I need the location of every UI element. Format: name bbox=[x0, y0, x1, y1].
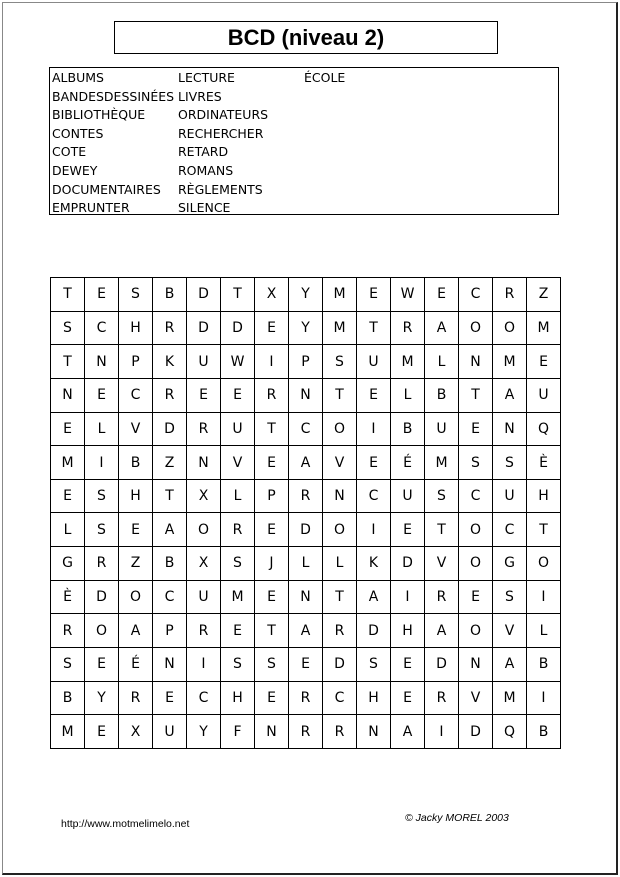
grid-cell[interactable]: L bbox=[85, 413, 119, 447]
grid-cell[interactable]: U bbox=[187, 581, 221, 615]
grid-cell[interactable]: E bbox=[153, 682, 187, 716]
grid-cell[interactable]: E bbox=[391, 682, 425, 716]
grid-cell[interactable]: D bbox=[153, 413, 187, 447]
grid-cell[interactable]: D bbox=[357, 614, 391, 648]
grid-cell[interactable]: D bbox=[391, 547, 425, 581]
grid-cell[interactable]: N bbox=[323, 480, 357, 514]
grid-cell[interactable]: C bbox=[357, 480, 391, 514]
grid-cell[interactable]: L bbox=[221, 480, 255, 514]
grid-cell[interactable]: A bbox=[425, 614, 459, 648]
grid-cell[interactable]: E bbox=[289, 648, 323, 682]
word-list-item: RETARD bbox=[178, 144, 229, 160]
grid-cell[interactable]: R bbox=[85, 547, 119, 581]
grid-cell[interactable]: X bbox=[119, 715, 153, 749]
grid-cell[interactable]: V bbox=[323, 446, 357, 480]
grid-cell[interactable]: O bbox=[119, 581, 153, 615]
grid-cell[interactable]: E bbox=[187, 379, 221, 413]
grid-cell[interactable]: P bbox=[255, 480, 289, 514]
grid-cell[interactable]: M bbox=[51, 715, 85, 749]
grid-cell[interactable]: Q bbox=[527, 413, 561, 447]
grid-cell[interactable]: M bbox=[391, 345, 425, 379]
grid-cell[interactable]: I bbox=[187, 648, 221, 682]
grid-cell[interactable]: M bbox=[493, 345, 527, 379]
word-list-column-1 bbox=[52, 69, 174, 218]
grid-cell[interactable]: B bbox=[153, 547, 187, 581]
grid-cell[interactable]: X bbox=[187, 547, 221, 581]
grid-cell[interactable]: R bbox=[289, 715, 323, 749]
grid-cell[interactable]: L bbox=[527, 614, 561, 648]
grid-cell[interactable]: P bbox=[289, 345, 323, 379]
grid-cell[interactable]: D bbox=[459, 715, 493, 749]
grid-cell[interactable]: E bbox=[255, 312, 289, 346]
grid-cell[interactable]: N bbox=[85, 345, 119, 379]
grid-cell[interactable]: B bbox=[391, 413, 425, 447]
grid-cell[interactable]: E bbox=[255, 682, 289, 716]
grid-cell[interactable]: E bbox=[357, 278, 391, 312]
grid-cell[interactable]: R bbox=[425, 581, 459, 615]
letter-grid bbox=[50, 277, 561, 749]
grid-cell[interactable]: A bbox=[493, 648, 527, 682]
grid-cell[interactable]: O bbox=[323, 513, 357, 547]
grid-cell[interactable]: R bbox=[391, 312, 425, 346]
grid-cell[interactable]: N bbox=[357, 715, 391, 749]
grid-cell[interactable]: S bbox=[425, 480, 459, 514]
grid-cell[interactable]: O bbox=[187, 513, 221, 547]
grid-cell[interactable]: C bbox=[153, 581, 187, 615]
grid-cell[interactable]: D bbox=[187, 278, 221, 312]
grid-cell[interactable]: E bbox=[221, 614, 255, 648]
word-list-item: ORDINATEURS bbox=[178, 107, 269, 123]
word-list-column-3 bbox=[304, 69, 345, 88]
grid-cell[interactable]: B bbox=[527, 715, 561, 749]
grid-cell[interactable]: R bbox=[51, 614, 85, 648]
grid-cell[interactable]: T bbox=[255, 614, 289, 648]
word-list-item: DOCUMENTAIRES bbox=[52, 181, 161, 197]
grid-cell[interactable]: O bbox=[493, 312, 527, 346]
grid-cell[interactable]: K bbox=[357, 547, 391, 581]
grid-cell[interactable]: L bbox=[323, 547, 357, 581]
grid-cell[interactable]: X bbox=[187, 480, 221, 514]
page-title-text: BCD (niveau 2) bbox=[227, 24, 385, 50]
grid-cell[interactable]: A bbox=[289, 446, 323, 480]
grid-cell[interactable]: G bbox=[493, 547, 527, 581]
grid-cell[interactable]: R bbox=[425, 682, 459, 716]
grid-cell[interactable]: M bbox=[221, 581, 255, 615]
grid-cell[interactable]: J bbox=[255, 547, 289, 581]
grid-cell[interactable]: C bbox=[493, 513, 527, 547]
grid-cell[interactable]: E bbox=[85, 648, 119, 682]
grid-cell[interactable]: T bbox=[51, 278, 85, 312]
grid-cell[interactable]: P bbox=[153, 614, 187, 648]
grid-cell[interactable]: E bbox=[527, 345, 561, 379]
grid-cell[interactable]: M bbox=[527, 312, 561, 346]
grid-cell[interactable]: S bbox=[493, 581, 527, 615]
grid-cell[interactable]: S bbox=[51, 648, 85, 682]
word-list-item: ROMANS bbox=[178, 162, 234, 178]
grid-cell[interactable]: Z bbox=[119, 547, 153, 581]
grid-cell[interactable]: A bbox=[119, 614, 153, 648]
grid-cell[interactable]: D bbox=[323, 648, 357, 682]
grid-cell[interactable]: U bbox=[527, 379, 561, 413]
word-list-item: RÈGLEMENTS bbox=[178, 181, 263, 197]
grid-cell[interactable]: D bbox=[289, 513, 323, 547]
grid-cell[interactable]: V bbox=[221, 446, 255, 480]
grid-cell[interactable]: T bbox=[323, 581, 357, 615]
word-list-item: ALBUMS bbox=[52, 70, 104, 85]
word-list-item: BIBLIOTHÈQUE bbox=[52, 107, 146, 123]
grid-cell[interactable]: M bbox=[323, 312, 357, 346]
grid-cell[interactable]: O bbox=[527, 547, 561, 581]
grid-cell[interactable]: T bbox=[255, 413, 289, 447]
grid-cell[interactable]: I bbox=[527, 581, 561, 615]
grid-cell[interactable]: S bbox=[85, 480, 119, 514]
grid-cell[interactable]: E bbox=[255, 513, 289, 547]
grid-cell[interactable]: H bbox=[119, 480, 153, 514]
grid-cell[interactable]: È bbox=[527, 446, 561, 480]
grid-cell[interactable]: B bbox=[119, 446, 153, 480]
word-list-item: BANDESDESSINÉES bbox=[52, 88, 175, 104]
grid-cell[interactable]: T bbox=[357, 312, 391, 346]
grid-cell[interactable]: M bbox=[51, 446, 85, 480]
grid-cell[interactable]: V bbox=[493, 614, 527, 648]
grid-cell[interactable]: E bbox=[85, 715, 119, 749]
grid-cell[interactable]: B bbox=[153, 278, 187, 312]
word-list bbox=[49, 67, 559, 215]
grid-cell[interactable]: E bbox=[85, 278, 119, 312]
grid-cell[interactable]: C bbox=[119, 379, 153, 413]
grid-cell[interactable]: W bbox=[391, 278, 425, 312]
grid-cell[interactable]: Y bbox=[289, 278, 323, 312]
grid-cell[interactable]: C bbox=[323, 682, 357, 716]
grid-cell[interactable]: O bbox=[85, 614, 119, 648]
grid-cell[interactable]: E bbox=[85, 379, 119, 413]
word-list-item: LECTURE bbox=[178, 70, 235, 85]
grid-cell[interactable]: D bbox=[221, 312, 255, 346]
grid-cell[interactable]: Y bbox=[187, 715, 221, 749]
grid-cell[interactable]: Z bbox=[527, 278, 561, 312]
grid-cell[interactable]: N bbox=[187, 446, 221, 480]
grid-cell[interactable]: R bbox=[289, 480, 323, 514]
grid-cell[interactable]: N bbox=[255, 715, 289, 749]
grid-cell[interactable]: M bbox=[323, 278, 357, 312]
grid-cell[interactable]: E bbox=[221, 379, 255, 413]
grid-cell[interactable]: U bbox=[221, 413, 255, 447]
grid-cell[interactable]: R bbox=[187, 614, 221, 648]
grid-cell[interactable]: Y bbox=[289, 312, 323, 346]
grid-cell[interactable]: E bbox=[391, 513, 425, 547]
grid-cell[interactable]: I bbox=[357, 413, 391, 447]
grid-cell[interactable]: V bbox=[119, 413, 153, 447]
grid-cell[interactable]: I bbox=[255, 345, 289, 379]
grid-cell[interactable]: I bbox=[357, 513, 391, 547]
grid-cell[interactable]: O bbox=[323, 413, 357, 447]
grid-cell[interactable]: B bbox=[51, 682, 85, 716]
grid-cell[interactable]: Y bbox=[85, 682, 119, 716]
grid-cell[interactable]: E bbox=[255, 446, 289, 480]
grid-cell[interactable]: F bbox=[221, 715, 255, 749]
grid-cell[interactable]: T bbox=[323, 379, 357, 413]
grid-cell[interactable]: N bbox=[289, 379, 323, 413]
grid-cell[interactable]: D bbox=[187, 312, 221, 346]
footer-copyright: © Jacky MOREL 2003 bbox=[405, 812, 509, 824]
grid-cell[interactable]: I bbox=[425, 715, 459, 749]
grid-cell[interactable]: N bbox=[289, 581, 323, 615]
grid-cell[interactable]: I bbox=[391, 581, 425, 615]
grid-cell[interactable]: S bbox=[459, 446, 493, 480]
grid-cell[interactable]: S bbox=[221, 648, 255, 682]
grid-cell[interactable]: L bbox=[51, 513, 85, 547]
grid-cell[interactable]: R bbox=[323, 614, 357, 648]
grid-cell[interactable]: G bbox=[51, 547, 85, 581]
grid-cell[interactable]: C bbox=[289, 413, 323, 447]
grid-cell[interactable]: O bbox=[459, 513, 493, 547]
word-list-item: RECHERCHER bbox=[178, 125, 264, 141]
grid-cell[interactable]: Q bbox=[493, 715, 527, 749]
word-list-item: DEWEY bbox=[52, 162, 98, 178]
grid-cell[interactable]: L bbox=[289, 547, 323, 581]
grid-cell[interactable]: I bbox=[527, 682, 561, 716]
grid-cell[interactable]: C bbox=[459, 278, 493, 312]
grid-cell[interactable]: A bbox=[493, 379, 527, 413]
grid-cell[interactable]: D bbox=[85, 581, 119, 615]
grid-cell[interactable]: U bbox=[493, 480, 527, 514]
grid-cell[interactable]: B bbox=[527, 648, 561, 682]
grid-cell[interactable]: I bbox=[85, 446, 119, 480]
grid-cell[interactable]: E bbox=[51, 413, 85, 447]
grid-cell[interactable]: S bbox=[51, 312, 85, 346]
grid-cell[interactable]: S bbox=[119, 278, 153, 312]
grid-cell[interactable]: O bbox=[459, 312, 493, 346]
grid-cell[interactable]: E bbox=[119, 513, 153, 547]
grid-cell[interactable]: R bbox=[323, 715, 357, 749]
grid-cell[interactable]: S bbox=[255, 648, 289, 682]
grid-cell[interactable]: E bbox=[425, 278, 459, 312]
grid-cell[interactable]: E bbox=[391, 648, 425, 682]
grid-cell[interactable]: R bbox=[153, 379, 187, 413]
grid-cell[interactable]: R bbox=[255, 379, 289, 413]
grid-cell[interactable]: É bbox=[391, 446, 425, 480]
grid-cell[interactable]: P bbox=[119, 345, 153, 379]
word-list-column-2 bbox=[178, 69, 268, 218]
grid-cell[interactable]: S bbox=[323, 345, 357, 379]
grid-cell[interactable]: H bbox=[357, 682, 391, 716]
grid-cell[interactable]: E bbox=[459, 413, 493, 447]
grid-cell[interactable]: X bbox=[255, 278, 289, 312]
grid-cell[interactable]: W bbox=[221, 345, 255, 379]
grid-cell[interactable]: V bbox=[459, 682, 493, 716]
grid-cell[interactable]: E bbox=[255, 581, 289, 615]
grid-cell[interactable]: K bbox=[153, 345, 187, 379]
grid-cell[interactable]: S bbox=[85, 513, 119, 547]
grid-cell[interactable]: E bbox=[357, 446, 391, 480]
grid-cell[interactable]: B bbox=[425, 379, 459, 413]
grid-cell[interactable]: R bbox=[493, 278, 527, 312]
grid-cell[interactable]: U bbox=[187, 345, 221, 379]
word-list-item: LIVRES bbox=[178, 88, 222, 104]
grid-cell[interactable]: S bbox=[221, 547, 255, 581]
grid-cell[interactable]: D bbox=[425, 648, 459, 682]
grid-cell[interactable]: M bbox=[493, 682, 527, 716]
grid-cell[interactable]: N bbox=[153, 648, 187, 682]
word-list-item: SILENCE bbox=[178, 200, 231, 216]
grid-cell[interactable]: N bbox=[493, 413, 527, 447]
word-list-item: EMPRUNTER bbox=[52, 200, 130, 216]
grid-cell[interactable]: T bbox=[221, 278, 255, 312]
grid-cell[interactable]: L bbox=[391, 379, 425, 413]
grid-cell[interactable]: R bbox=[221, 513, 255, 547]
footer-url[interactable]: http://www.motmelimelo.net bbox=[61, 818, 190, 830]
grid-cell[interactable]: O bbox=[459, 614, 493, 648]
grid-cell[interactable]: U bbox=[153, 715, 187, 749]
grid-cell[interactable]: E bbox=[357, 379, 391, 413]
grid-cell[interactable]: A bbox=[425, 312, 459, 346]
grid-cell[interactable]: A bbox=[357, 581, 391, 615]
grid-cell[interactable]: T bbox=[51, 345, 85, 379]
grid-cell[interactable]: A bbox=[153, 513, 187, 547]
grid-cell[interactable]: R bbox=[153, 312, 187, 346]
grid-cell[interactable]: L bbox=[425, 345, 459, 379]
grid-cell[interactable]: U bbox=[357, 345, 391, 379]
grid-cell[interactable]: N bbox=[459, 345, 493, 379]
grid-cell[interactable]: E bbox=[459, 581, 493, 615]
word-list-item: COTE bbox=[52, 144, 87, 160]
grid-cell[interactable]: A bbox=[289, 614, 323, 648]
grid-cell[interactable]: T bbox=[459, 379, 493, 413]
grid-cell[interactable]: Z bbox=[153, 446, 187, 480]
grid-cell[interactable]: H bbox=[119, 312, 153, 346]
grid-cell[interactable]: C bbox=[459, 480, 493, 514]
grid-cell[interactable]: R bbox=[289, 682, 323, 716]
word-list-item: ÉCOLE bbox=[304, 70, 346, 85]
grid-cell[interactable]: E bbox=[51, 480, 85, 514]
grid-cell[interactable]: U bbox=[391, 480, 425, 514]
grid-cell[interactable]: N bbox=[51, 379, 85, 413]
grid-cell[interactable]: R bbox=[187, 413, 221, 447]
grid-cell[interactable]: H bbox=[221, 682, 255, 716]
grid-cell[interactable]: É bbox=[119, 648, 153, 682]
grid-cell[interactable]: N bbox=[459, 648, 493, 682]
word-list-item: CONTES bbox=[52, 125, 104, 141]
grid-cell[interactable]: S bbox=[357, 648, 391, 682]
grid-cell[interactable]: M bbox=[425, 446, 459, 480]
grid-cell[interactable]: A bbox=[391, 715, 425, 749]
grid-cell[interactable]: T bbox=[527, 513, 561, 547]
grid-cell[interactable]: C bbox=[85, 312, 119, 346]
grid-cell[interactable]: O bbox=[459, 547, 493, 581]
grid-cell[interactable]: T bbox=[425, 513, 459, 547]
grid-cell[interactable]: V bbox=[425, 547, 459, 581]
grid-cell[interactable]: H bbox=[527, 480, 561, 514]
grid-cell[interactable]: R bbox=[119, 682, 153, 716]
grid-cell[interactable]: H bbox=[391, 614, 425, 648]
grid-cell[interactable]: C bbox=[187, 682, 221, 716]
grid-cell[interactable]: È bbox=[51, 581, 85, 615]
page-title bbox=[114, 21, 498, 54]
grid-cell[interactable]: S bbox=[493, 446, 527, 480]
grid-cell[interactable]: T bbox=[153, 480, 187, 514]
grid-cell[interactable]: U bbox=[425, 413, 459, 447]
